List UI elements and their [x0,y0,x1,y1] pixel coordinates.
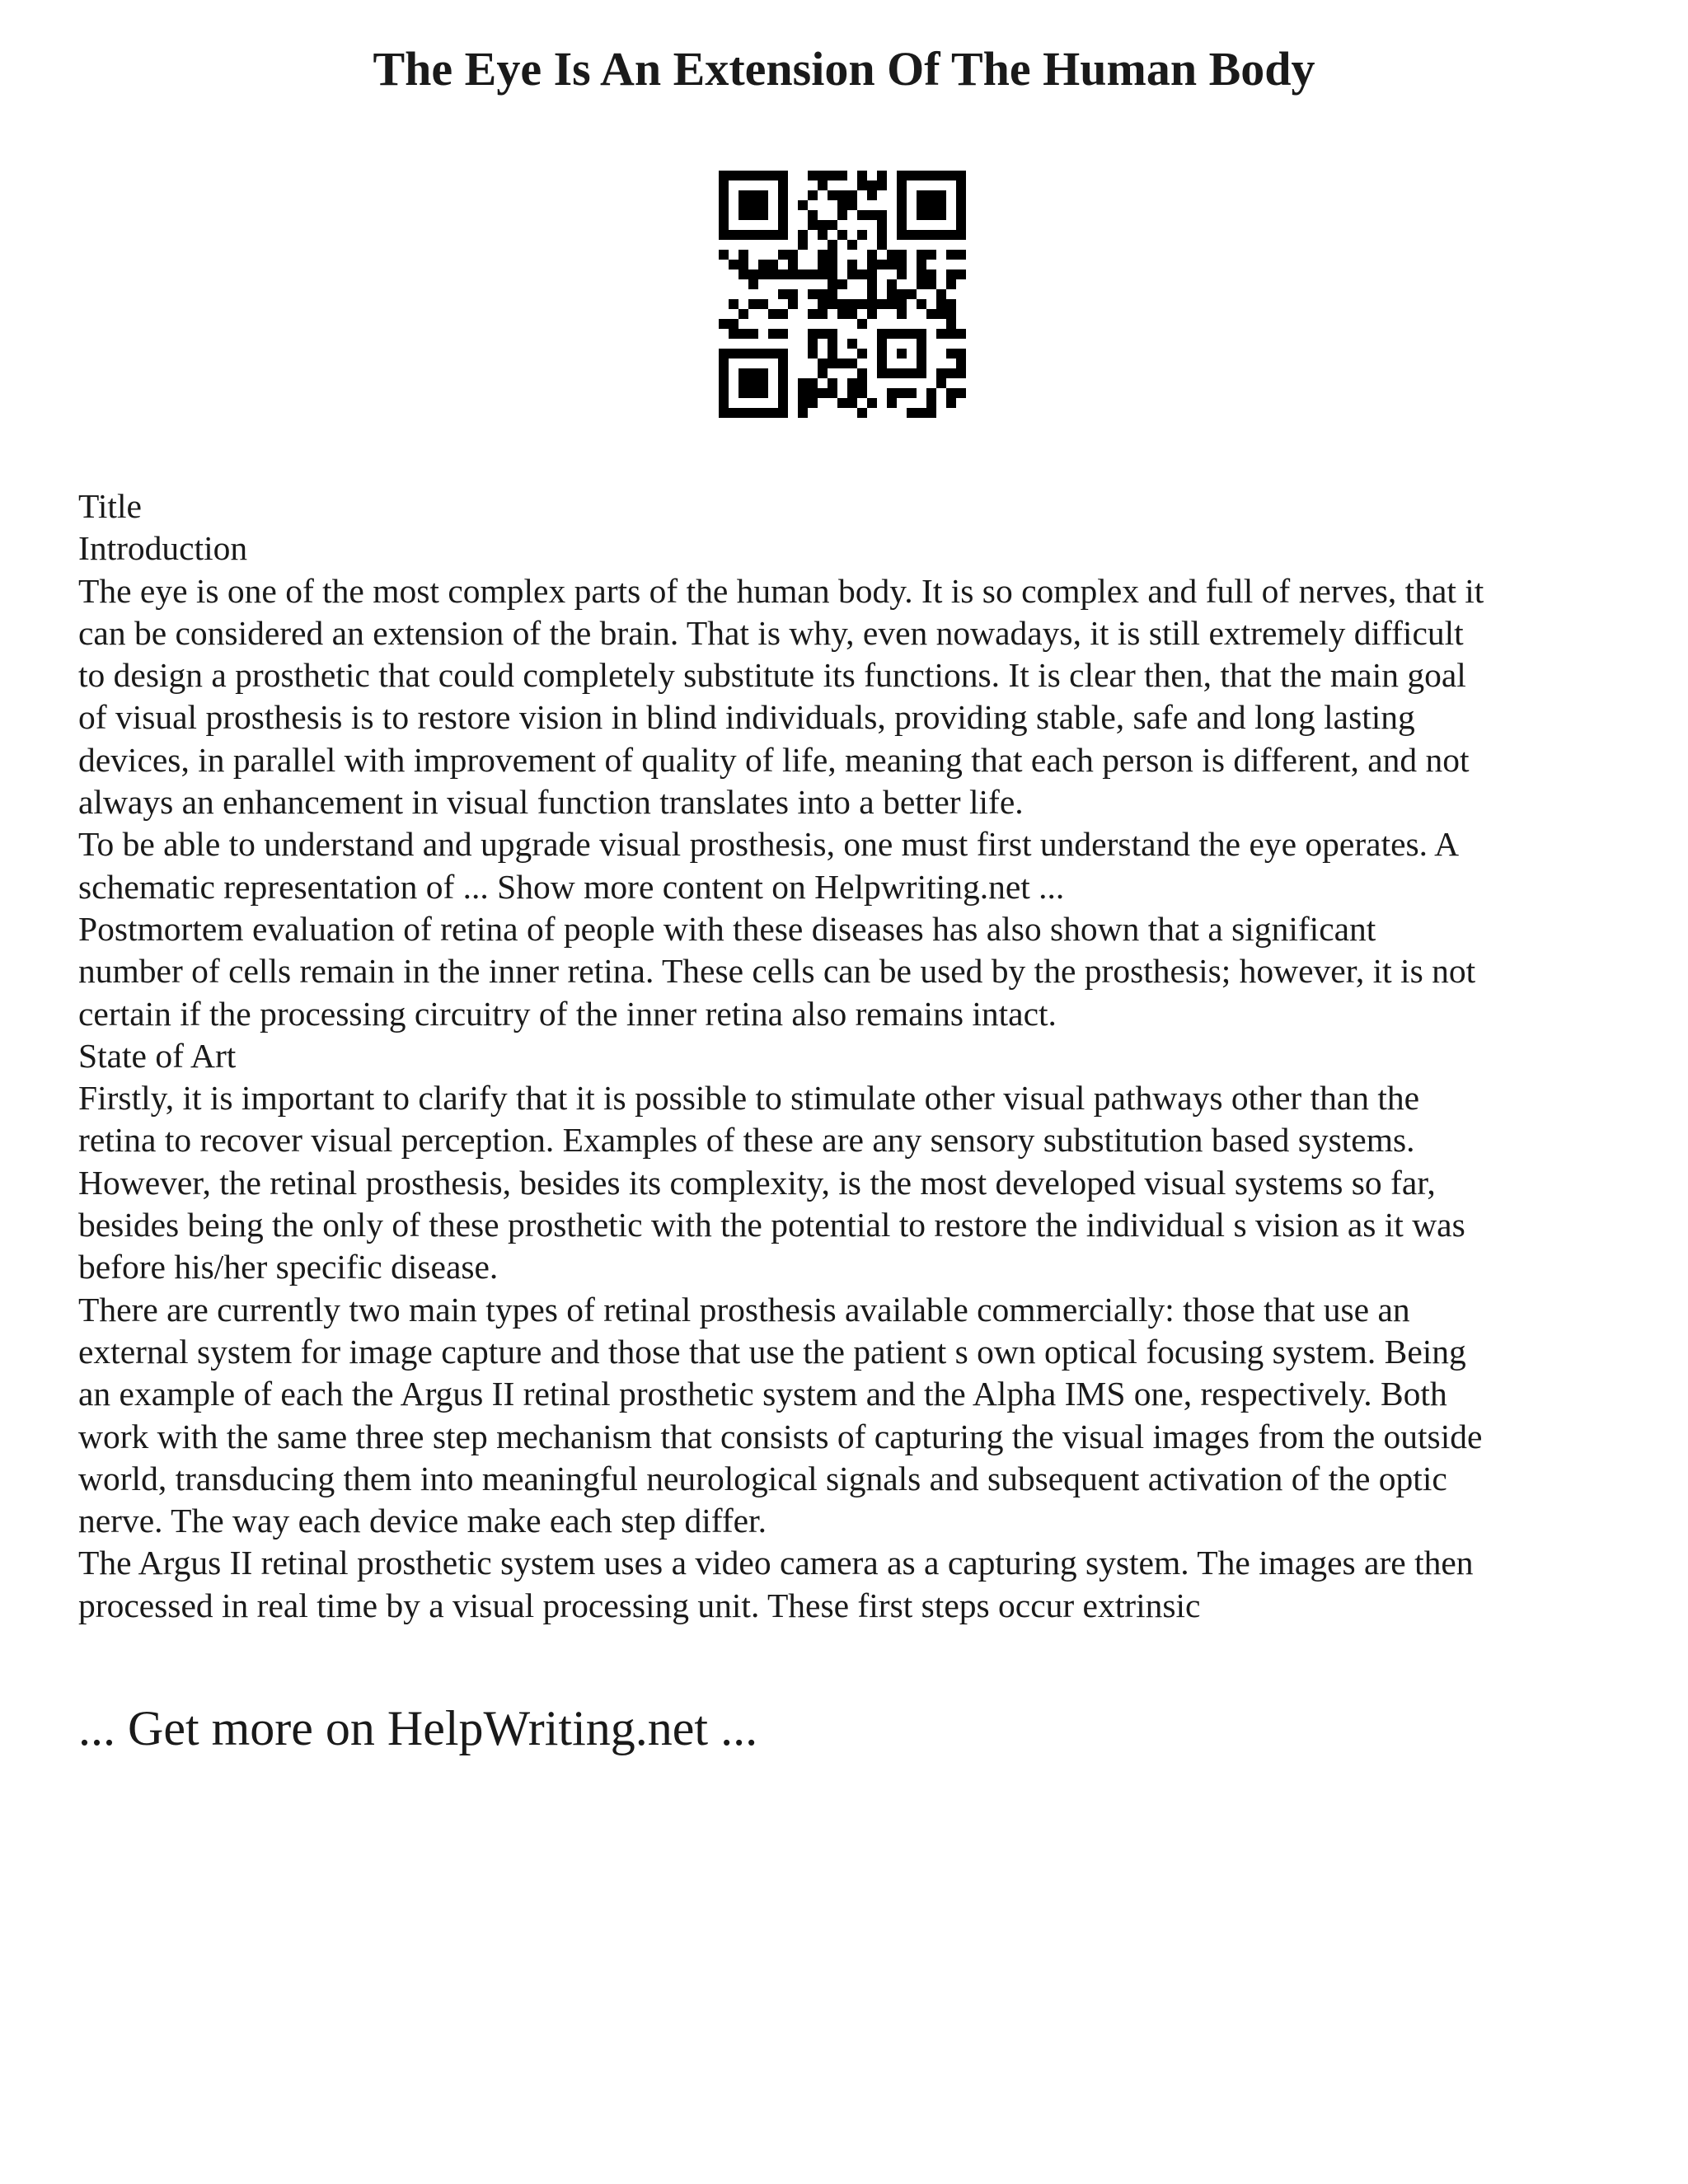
qr-code-graphic [719,171,966,418]
text-line: schematic representation of ... Show more content on Helpwriting.net ... [78,867,1065,906]
text-line: The Argus II retinal prosthetic system uses a video camera as a capturing system. The images are then [78,1544,1474,1582]
text-line: nerve. The way each device make each step differ. [78,1502,767,1540]
text-line: external system for image capture and those that use the patient s own optical focusing system. Being [78,1332,1466,1371]
text-line: devices, in parallel with improvement of quality of life, meaning that each person is different, and not [78,740,1470,779]
text-line: work with the same three step mechanism that consists of capturing the visual images from the outside [78,1417,1483,1455]
page-title: The Eye Is An Extension Of The Human Body [373,42,1315,96]
text-line: However, the retinal prosthesis, besides its complexity, is the most developed visual systems so far, [78,1163,1436,1202]
text-line: to design a prosthetic that could completely substitute its functions. It is clear then, that the main goal [78,656,1466,695]
text-line: Title [78,487,142,525]
text-line: an example of each the Argus II retinal prosthetic system and the Alpha IMS one, respectively. Both [78,1375,1447,1413]
text-line: world, transducing them into meaningful neurological signals and subsequent activation of the optic [78,1459,1447,1497]
text-line: State of Art [78,1036,237,1075]
text-line: before his/her specific disease. [78,1248,499,1286]
text-line: The eye is one of the most complex parts of the human body. It is so complex and full of nerves, that it [78,571,1484,610]
text-line: To be able to understand and upgrade visual prosthesis, one must first understand the eye operates. A [78,825,1460,864]
text-line: There are currently two main types of retinal prosthesis available commercially: those that use an [78,1290,1410,1329]
article-body [78,485,1644,1627]
text-line: always an enhancement in visual function translates into a better life. [78,783,1024,822]
get-more-link[interactable]: ... Get more on HelpWriting.net ... [78,1701,758,1755]
text-line: certain if the processing circuitry of the inner retina also remains intact. [78,994,1057,1033]
text-line: of visual prosthesis is to restore vision in blind individuals, providing stable, safe and long lasting [78,698,1415,737]
text-line: besides being the only of these prosthetic with the potential to restore the individual s vision as it was [78,1206,1465,1244]
qr-code-icon[interactable] [719,171,966,418]
text-line: Introduction [78,529,248,568]
text-line: Postmortem evaluation of retina of people with these diseases has also shown that a significant [78,909,1376,948]
text-line: processed in real time by a visual processing unit. These first steps occur extrinsic [78,1586,1201,1624]
text-line: number of cells remain in the inner retina. These cells can be used by the prosthesis; however, it is not [78,952,1476,991]
text-line: retina to recover visual perception. Examples of these are any sensory substitution based systems. [78,1121,1415,1160]
text-line: Firstly, it is important to clarify that it is possible to stimulate other visual pathways other than the [78,1079,1420,1118]
text-line: can be considered an extension of the brain. That is why, even nowadays, it is still extremely difficult [78,613,1464,652]
